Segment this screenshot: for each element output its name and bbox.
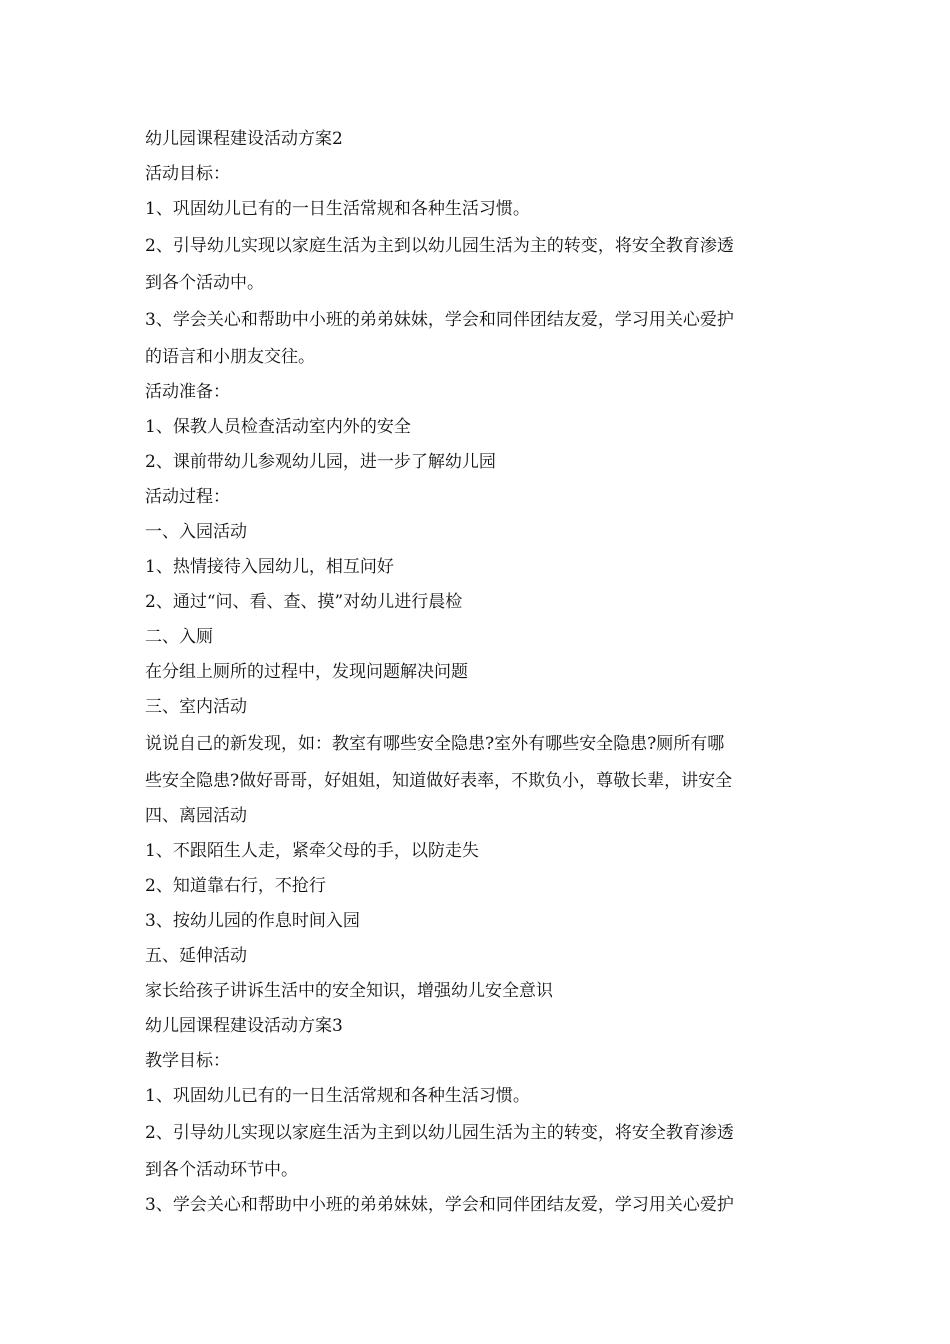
text-line: 活动过程： [145, 487, 230, 507]
text-line: 三、室内活动 [145, 697, 247, 717]
text-line: 3、按幼儿园的作息时间入园 [145, 911, 360, 931]
text-line: 二、入厕 [145, 627, 213, 647]
text-line: 活动准备： [145, 382, 230, 402]
text-line: 教学目标： [145, 1051, 230, 1071]
text-line: 3、学会关心和帮助中小班的弟弟妹妹，学会和同伴团结友爱，学习用关心爱护 [145, 1195, 734, 1215]
text-line: 的语言和小朋友交往。 [145, 347, 315, 367]
text-line: 到各个活动中。 [145, 273, 264, 293]
text-line: 到各个活动环节中。 [145, 1160, 298, 1180]
text-line: 活动目标： [145, 164, 230, 184]
text-line: 一、入园活动 [145, 522, 247, 542]
text-line: 四、离园活动 [145, 806, 247, 826]
text-line: 家长给孩子讲诉生活中的安全知识，增强幼儿安全意识 [145, 981, 553, 1001]
text-line: 2、知道靠右行，不抢行 [145, 876, 326, 896]
text-line: 五、延伸活动 [145, 946, 247, 966]
text-line: 幼儿园课程建设活动方案2 [145, 129, 343, 149]
text-line: 1、不跟陌生人走，紧牵父母的手，以防走失 [145, 841, 479, 861]
text-line: 在分组上厕所的过程中，发现问题解决问题 [145, 662, 468, 682]
text-line: 2、课前带幼儿参观幼儿园，进一步了解幼儿园 [145, 452, 496, 472]
text-line: 2、引导幼儿实现以家庭生活为主到以幼儿园生活为主的转变，将安全教育渗透 [145, 236, 734, 256]
text-line: 2、通过“问、看、查、摸”对幼儿进行晨检 [145, 592, 463, 612]
text-line: 些安全隐患?做好哥哥，好姐姐，知道做好表率，不欺负小，尊敬长辈，讲安全 [145, 771, 733, 791]
text-line: 1、巩固幼儿已有的一日生活常规和各种生活习惯。 [145, 199, 530, 219]
text-line: 幼儿园课程建设活动方案3 [145, 1016, 343, 1036]
text-line: 2、引导幼儿实现以家庭生活为主到以幼儿园生活为主的转变，将安全教育渗透 [145, 1123, 734, 1143]
text-line: 1、巩固幼儿已有的一日生活常规和各种生活习惯。 [145, 1086, 530, 1106]
text-line: 1、热情接待入园幼儿，相互问好 [145, 557, 394, 577]
document-body [145, 122, 810, 1223]
text-line: 1、保教人员检查活动室内外的安全 [145, 417, 411, 437]
text-line: 说说自己的新发现，如：教室有哪些安全隐患?室外有哪些安全隐患?厕所有哪 [145, 734, 725, 754]
text-line: 3、学会关心和帮助中小班的弟弟妹妹，学会和同伴团结友爱，学习用关心爱护 [145, 310, 734, 330]
